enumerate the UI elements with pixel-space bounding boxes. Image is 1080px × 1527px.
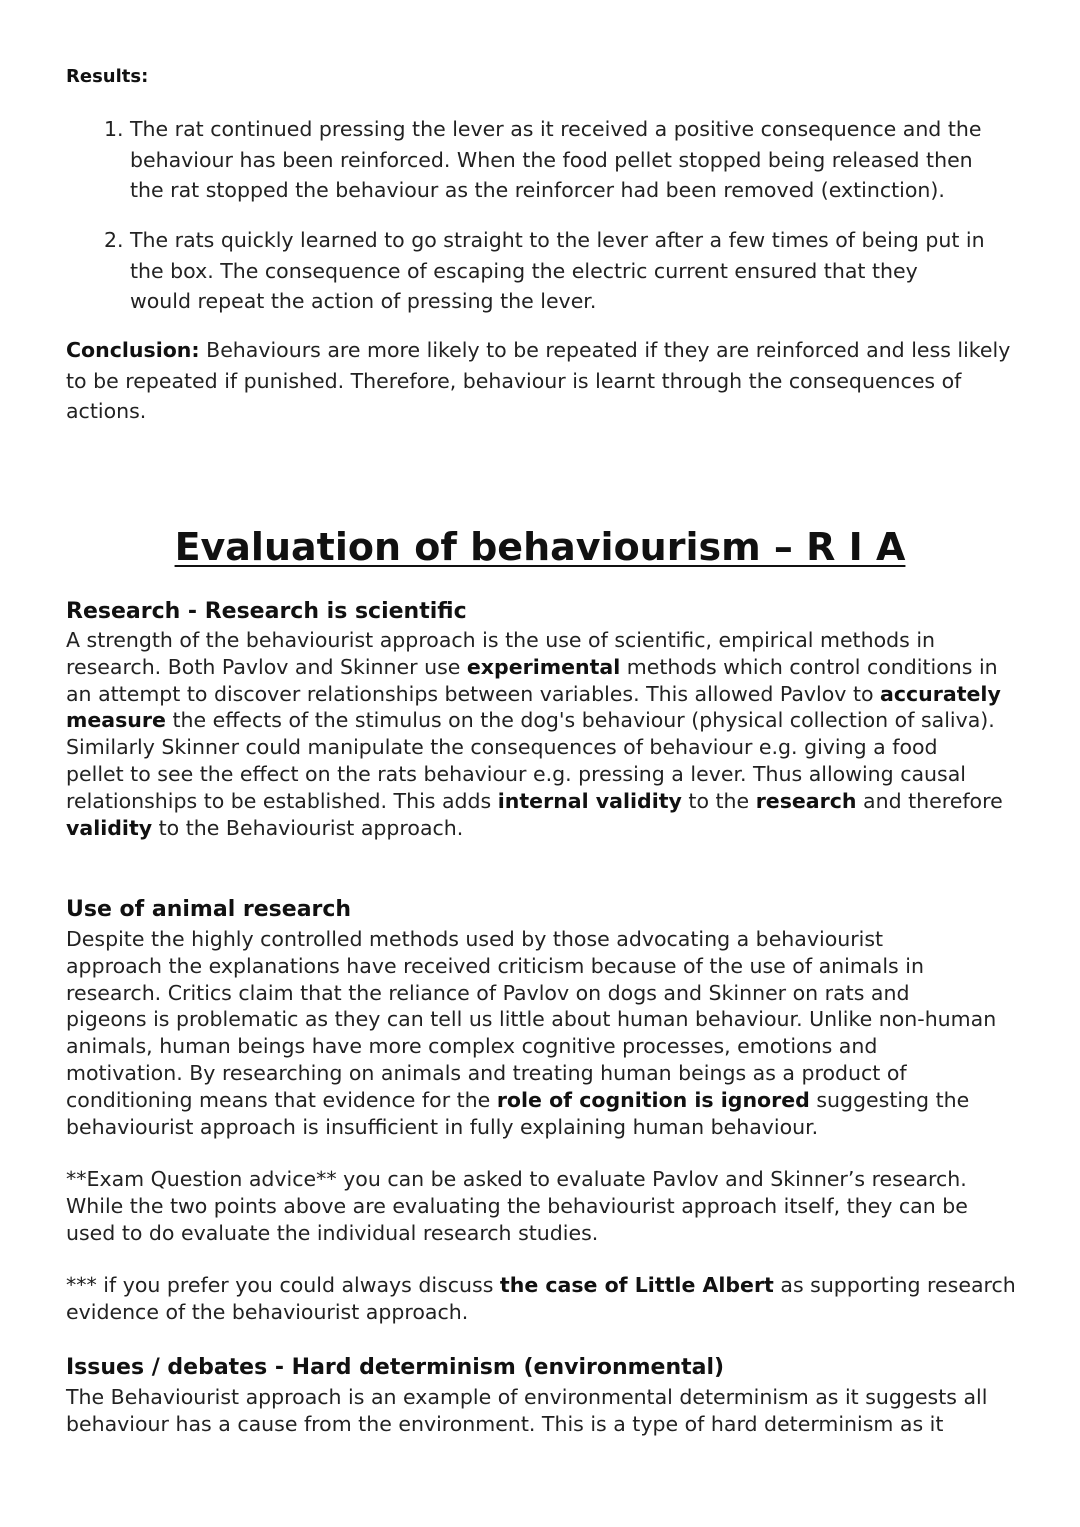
results-item-2-line-2: the box. The consequence of escaping the electric current ensured that they xyxy=(130,258,918,283)
issues-line: The Behaviourist approach is an example of environmental determinism as it suggests all xyxy=(66,1385,988,1409)
results-heading: Results: xyxy=(66,66,149,87)
animal-line: motivation. By researching on animals and treating human beings as a product of xyxy=(66,1060,907,1085)
animal-line: animals, human beings have more complex cognitive processes, emotions and xyxy=(66,1034,878,1059)
research-line: validity to the Behaviourist approach. xyxy=(66,815,464,840)
results-item-1 xyxy=(104,114,1024,206)
conclusion-line-2: to be repeated if punished. Therefore, behaviour is learnt through the consequences of xyxy=(66,368,962,393)
research-paragraph xyxy=(66,627,1026,841)
results-item-2-line-1: The rats quickly learned to go straight to the lever after a few times of being put in xyxy=(130,228,985,252)
exam-line: used to do evaluate the individual research studies. xyxy=(66,1220,599,1245)
conclusion-text: Behaviours are more likely to be repeated if they are reinforced and less likely xyxy=(199,338,1011,362)
research-line: research. Both Pavlov and Skinner use experimental methods which control conditions in xyxy=(66,654,998,679)
albert-line: evidence of the behaviourist approach. xyxy=(66,1299,469,1324)
conclusion-paragraph xyxy=(66,335,1026,427)
exam-line: While the two points above are evaluating the behaviourist approach itself, they can be xyxy=(66,1193,968,1218)
animal-research-heading: Use of animal research xyxy=(66,897,352,922)
exam-advice-paragraph xyxy=(66,1166,1026,1246)
list-number: 2. xyxy=(104,228,124,252)
animal-line: pigeons is problematic as they can tell us little about human behaviour. Unlike non-human xyxy=(66,1007,997,1032)
issues-debates-paragraph xyxy=(66,1384,1026,1438)
animal-line: Despite the highly controlled methods used by those advocating a behaviourist xyxy=(66,927,884,951)
results-item-2-line-3: would repeat the action of pressing the lever. xyxy=(130,289,597,313)
list-number: 1. xyxy=(104,117,124,141)
conclusion-label: Conclusion: xyxy=(66,338,200,362)
results-item-2 xyxy=(104,225,1024,317)
results-item-1-line-1: The rat continued pressing the lever as it received a positive consequence and the xyxy=(130,117,982,141)
albert-line: *** if you prefer you could always discuss the case of Little Albert as supporting research xyxy=(66,1273,1016,1297)
issues-line: behaviour has a cause from the environment. This is a type of hard determinism as it xyxy=(66,1411,944,1436)
results-item-1-line-3: the rat stopped the behaviour as the reinforcer had been removed (extinction). xyxy=(130,178,945,202)
research-line: measure the effects of the stimulus on the dog's behaviour (physical collection of saliva). xyxy=(66,708,995,733)
page-title xyxy=(0,522,1080,572)
research-line: Similarly Skinner could manipulate the consequences of behaviour e.g. giving a food xyxy=(66,735,938,760)
animal-research-paragraph xyxy=(66,926,1026,1140)
animal-line: research. Critics claim that the reliance of Pavlov on dogs and Skinner on rats and xyxy=(66,980,910,1005)
page-title-text: Evaluation of behaviourism – R I A xyxy=(174,525,906,569)
animal-line: conditioning means that evidence for the role of cognition is ignored suggesting the xyxy=(66,1087,970,1112)
little-albert-note xyxy=(66,1272,1026,1326)
research-line: relationships to be established. This adds internal validity to the research and therefore xyxy=(66,788,1003,813)
issues-debates-heading: Issues / debates - Hard determinism (environmental) xyxy=(66,1355,725,1380)
research-line: an attempt to discover relationships between variables. This allowed Pavlov to accurately xyxy=(66,681,1001,706)
results-item-1-line-2: behaviour has been reinforced. When the food pellet stopped being released then xyxy=(130,147,973,172)
research-line: pellet to see the effect on the rats behaviour e.g. pressing a lever. Thus allowing causal xyxy=(66,761,966,786)
animal-line: behaviourist approach is insufficient in fully explaining human behaviour. xyxy=(66,1114,819,1139)
animal-line: approach the explanations have received criticism because of the use of animals in xyxy=(66,953,924,978)
exam-line: **Exam Question advice** you can be asked to evaluate Pavlov and Skinner’s research. xyxy=(66,1167,967,1191)
conclusion-line-3: actions. xyxy=(66,399,147,423)
research-line: A strength of the behaviourist approach is the use of scientific, empirical methods in xyxy=(66,628,936,652)
research-heading: Research - Research is scientific xyxy=(66,599,467,624)
